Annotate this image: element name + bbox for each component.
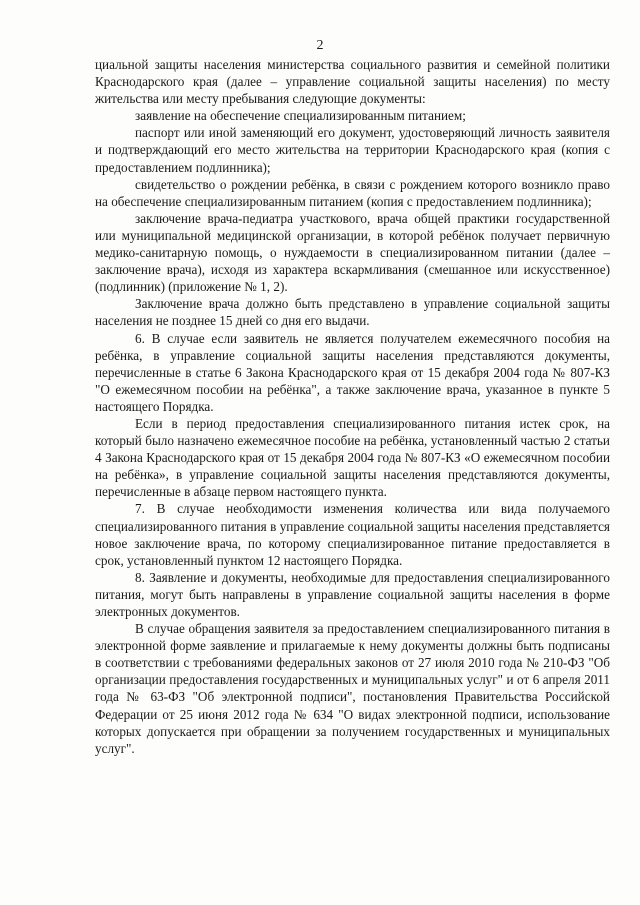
paragraph: 7. В случае необходимости изменения количества или вида получаемого специализированного питания в управление социальной защиты населения представляется новое заключение врача, по которому специализированное питание предоставляется в срок, установленный пунктом 12 настоящего Порядка.	[95, 501, 610, 568]
paragraph: заключение врача-педиатра участкового, врача общей практики государственной или муниципальной медицинской организации, в которой ребёнок получает первичную медико-санитарную помощь, о нуждаемости в специализированном питании (далее – заключение врача), исходя из характера вскармливания (смешанное или искусственное) (подлинник) (приложение № 1, 2).	[95, 210, 610, 295]
paragraph: Если в период предоставления специализированного питания истек срок, на который было назначено ежемесячное пособие на ребёнка, установленный частью 2 статьи 4 Закона Краснодарского края от 15 декабря 2004 года № 807-КЗ «О ежемесячном пособии на ребёнка», в управление социальной защиты населения представляются документы, перечисленные в абзаце первом настоящего пункта.	[95, 415, 610, 500]
paragraph: 6. В случае если заявитель не является получателем ежемесячного пособия на ребёнка, в управление социальной защиты населения представляются документы, перечисленные в статье 6 Закона Краснодарского края от 15 декабря 2004 года № 807-КЗ "О ежемесячном пособии на ребёнка", а также заключение врача, указанное в пункте 5 настоящего Порядка.	[95, 330, 610, 414]
paragraph: заявление на обеспечение специализированным питанием;	[135, 108, 466, 124]
paragraph: 8. Заявление и документы, необходимые для предоставления специализированного питания, могут быть направлены в управление социальной защиты населения в форме электронных документов.	[95, 569, 610, 619]
paragraph: В случае обращения заявителя за предоставлением специализированного питания в электронной форме заявление и прилагаемые к нему документы должны быть подписаны в соответствии с требованиями федеральных законов от 27 июля 2010 года № 210-ФЗ "Об организации предоставления государственных и муниципальных услуг" и от 6 апреля 2011 года № 63-ФЗ "Об электронной подписи", постановления Правительства Российской Федерации от 25 июня 2012 года № 634 "О видах электронной подписи, использование которых допускается при обращении за получением государственных и муниципальных услуг".	[95, 621, 610, 756]
document-body	[95, 56, 610, 757]
paragraph: паспорт или иной заменяющий его документ, удостоверяющий личность заявителя и подтверждающий его место жительства на территории Краснодарского края (копия с предоставлением подлинника);	[95, 125, 610, 175]
paragraph: циальной защиты населения министерства социального развития и семейной политики Краснодарского края (далее – управление социальной защиты населения) по месту жительства или месту пребывания следующие документы:	[95, 57, 610, 107]
paragraph: свидетельство о рождении ребёнка, в связи с рождением которого возникло право на обеспечение специализированным питанием (копия с предоставлением подлинника);	[95, 176, 610, 209]
paragraph: Заключение врача должно быть представлено в управление социальной защиты населения не позднее 15 дней со дня его выдачи.	[95, 296, 610, 329]
page-number: 2	[316, 38, 324, 53]
